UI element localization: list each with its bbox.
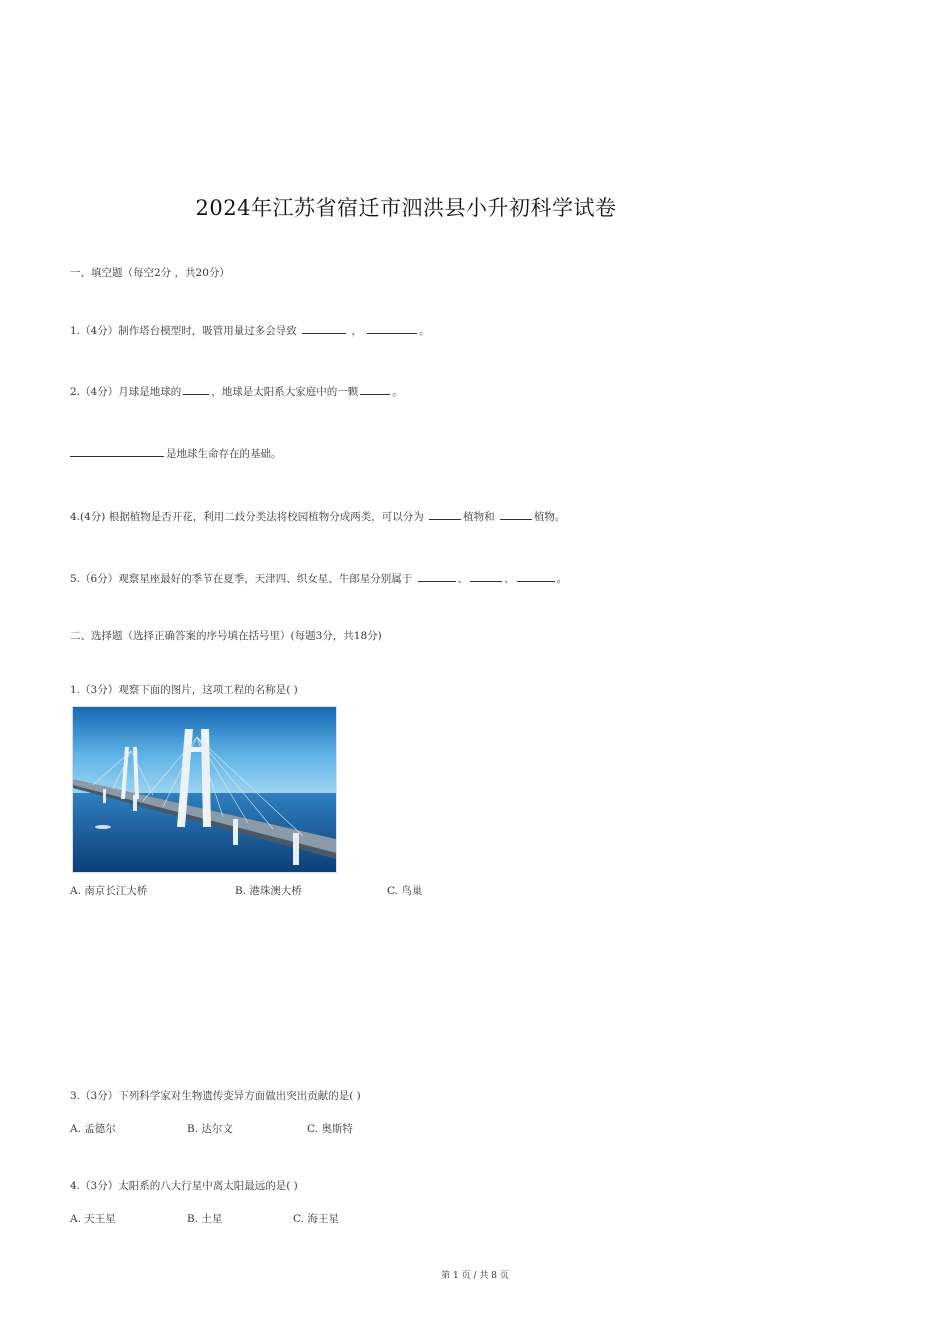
question-1-2 [70, 383, 403, 399]
option-b[interactable]: B. 港珠澳大桥 [235, 885, 302, 897]
end-mark: 。 [556, 573, 568, 585]
question-2-4: 4.（3分）太阳系的八大行星中离太阳最远的是( ) [70, 1180, 298, 1192]
question-2-3: 3.（3分）下列科学家对生物遗传变异方面做出突出贡献的是( ) [70, 1090, 361, 1102]
page-footer: 第 1 页 / 共 8 页 [441, 1271, 509, 1281]
answer-blank[interactable] [360, 383, 390, 395]
answer-blank[interactable] [418, 570, 456, 582]
question-text: 4.(4分) 根据植物是否开花，利用二歧分类法将校园植物分成两类，可以分为 [70, 511, 424, 523]
answer-blank[interactable] [70, 445, 164, 457]
page-title: 2024年江苏省宿迁市泗洪县小升初科学试卷 [195, 196, 617, 220]
separator: 、 [457, 573, 469, 585]
answer-blank[interactable] [367, 322, 417, 334]
option-c[interactable]: C. 鸟巢 [387, 885, 423, 897]
question-text-b: 植物和 [463, 511, 495, 523]
question-1-1 [70, 322, 430, 338]
question-1-5 [70, 570, 567, 586]
question-2-1: 1.（3分）观察下面的图片，这项工程的名称是( ) [70, 684, 298, 696]
question-text: 1.（4分）制作塔台模型时，吸管用量过多会导致 [70, 325, 297, 337]
question-1-4 [70, 508, 565, 524]
question-text-c: 植物。 [533, 511, 566, 523]
option-c[interactable]: C. 海王星 [293, 1213, 339, 1225]
question-text: 5.（6分）观察星座最好的季节在夏季，天津四、织女星、牛郎星分别属于 [70, 573, 413, 585]
separator: ， [351, 325, 362, 337]
option-b[interactable]: B. 土星 [187, 1213, 223, 1225]
section-2-heading: 二、选择题（选择正确答案的序号填在括号里）(每题3分，共18分) [70, 630, 382, 642]
question-1-3 [70, 445, 282, 461]
end-mark: 。 [419, 325, 430, 337]
answer-blank[interactable] [183, 383, 209, 395]
option-a[interactable]: A. 孟德尔 [70, 1123, 116, 1135]
end-mark: 。 [392, 386, 403, 398]
answer-blank[interactable] [429, 508, 461, 520]
question-text: 2.（4分）月球是地球的 [70, 386, 182, 398]
question-text-b: ，地球是太阳系大家庭中的一颗 [211, 386, 359, 398]
answer-blank[interactable] [500, 508, 532, 520]
option-a[interactable]: A. 南京长江大桥 [70, 885, 148, 897]
question-text: 是地球生命存在的基础。 [166, 448, 282, 460]
answer-blank[interactable] [302, 322, 346, 334]
answer-blank[interactable] [517, 570, 555, 582]
option-a[interactable]: A. 天王星 [70, 1213, 116, 1225]
option-b[interactable]: B. 达尔文 [187, 1123, 233, 1135]
separator: 、 [504, 573, 515, 585]
answer-blank[interactable] [470, 570, 502, 582]
bridge-photo [72, 706, 337, 873]
section-1-heading: 一、填空题（每空2分 ，共20分） [70, 267, 230, 279]
option-c[interactable]: C. 奥斯特 [307, 1123, 353, 1135]
